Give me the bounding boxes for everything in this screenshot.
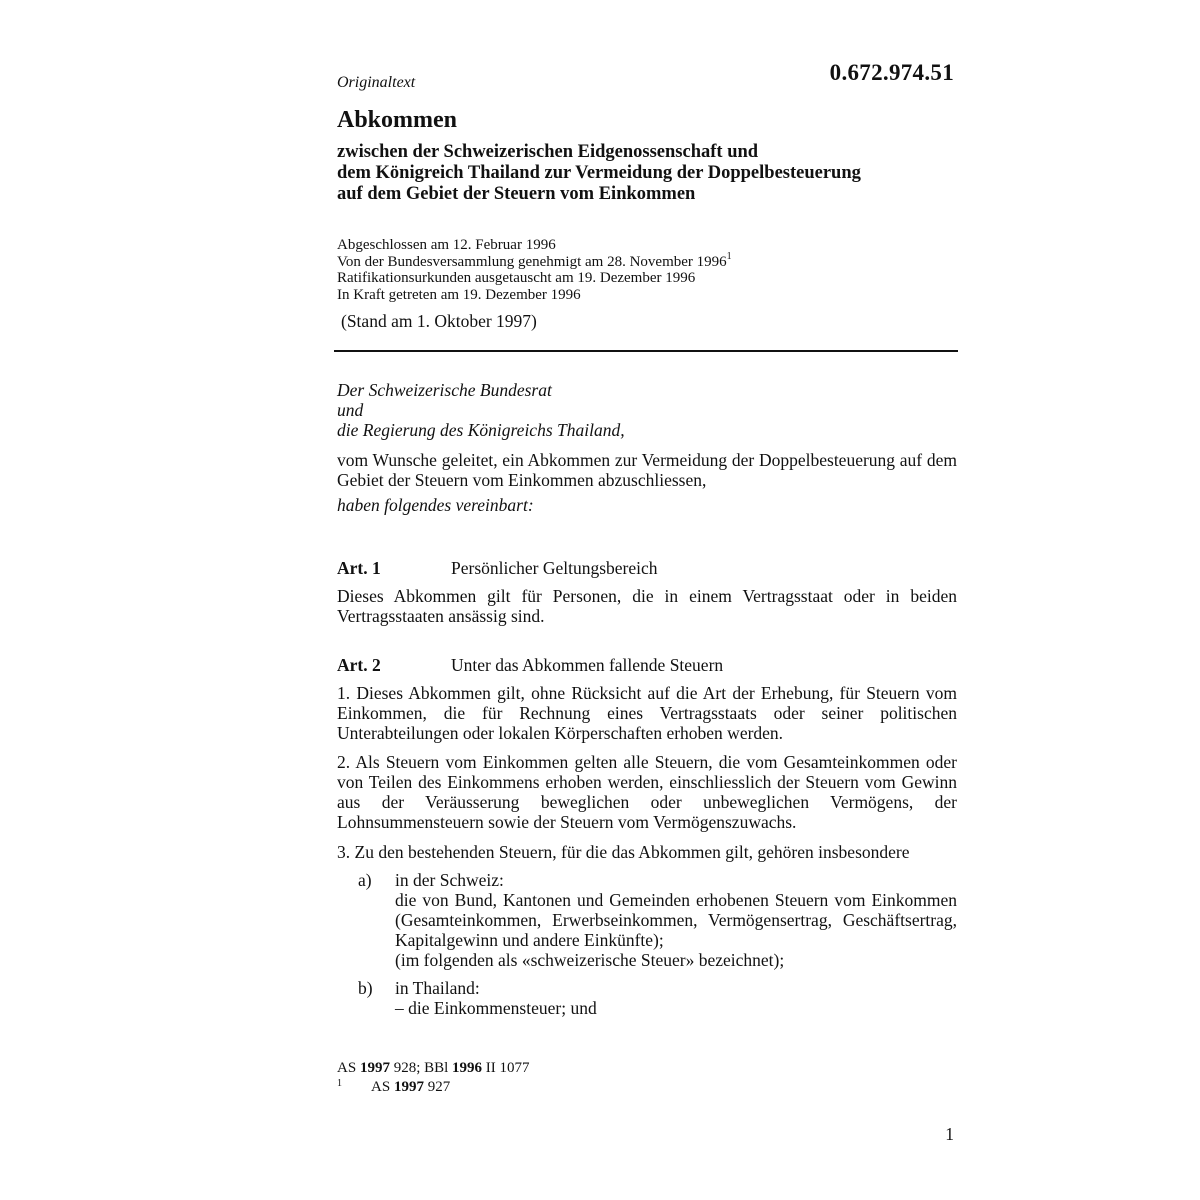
- preamble-agreed: haben folgendes vereinbart:: [337, 495, 534, 515]
- footnote-page: 927: [423, 1079, 451, 1095]
- article-paragraph: 3. Zu den bestehenden Steuern, für die das Abkommen gilt, gehören insbesondere: [337, 842, 910, 862]
- preamble-line: und: [337, 400, 364, 420]
- sr-number: 0.672.974.51: [829, 60, 954, 85]
- footnote: [337, 1078, 450, 1097]
- source-prefix: AS: [337, 1060, 360, 1076]
- list-label: b): [358, 978, 373, 998]
- footnote-year: 1997: [393, 1079, 424, 1095]
- list-item: [395, 870, 957, 970]
- list-item-title: in Thailand:: [395, 978, 480, 998]
- article-paragraph: Dieses Abkommen gilt für Personen, die in einem Vertragsstaat oder in beiden Vertragsstaaten ansässig sind.: [337, 586, 957, 626]
- footnote-prefix: AS: [371, 1079, 394, 1095]
- article-number: Art. 1: [337, 558, 381, 578]
- article-paragraph: 1. Dieses Abkommen gilt, ohne Rücksicht auf die Art der Erhebung, für Steuern vom Einkommen, die für Rechnung eines Vertragsstaats oder seiner politischen Unterabteilungen oder lokalen Körperschaften erhoben werden.: [337, 683, 957, 743]
- subtitle-line: auf dem Gebiet der Steuern vom Einkommen: [337, 184, 696, 204]
- source-year: 1997: [359, 1060, 390, 1076]
- approved-text: Von der Bundesversammlung genehmigt am 28. November 1996: [337, 253, 727, 270]
- footnote-ref[interactable]: 1: [726, 250, 732, 262]
- article-heading: Persönlicher Geltungsbereich: [451, 558, 658, 578]
- concluded-date: Abgeschlossen am 12. Februar 1996: [337, 237, 556, 253]
- source-page: 928; BBl: [389, 1060, 453, 1076]
- ratification-date: Ratifikationsurkunden ausgetauscht am 19. Dezember 1996: [337, 270, 696, 286]
- approved-date: [337, 250, 732, 271]
- source-bbl-year: 1996: [452, 1060, 483, 1076]
- source-note: [337, 1059, 530, 1078]
- list-item: [395, 978, 957, 1018]
- preamble-intro: vom Wunsche geleitet, ein Abkommen zur Vermeidung der Doppelbesteuerung auf dem Gebiet der Steuern vom Einkommen abzuschliessen,: [337, 450, 957, 490]
- article-paragraph: 2. Als Steuern vom Einkommen gelten alle Steuern, die vom Gesamteinkommen oder von Teilen des Einkommens erhoben werden, einschliesslich der Steuern vom Gewinn aus der Veräusserung beweglichen oder unbeweglichen Vermögens, der Lohnsummensteuern sowie der Steuern vom Vermögenszuwachs.: [337, 752, 957, 832]
- list-item-title: in der Schweiz:: [395, 870, 504, 890]
- footnote-marker: 1: [337, 1078, 342, 1089]
- footnote-text: [371, 1079, 450, 1095]
- page-number: 1: [945, 1124, 954, 1144]
- in-force-date: In Kraft getreten am 19. Dezember 1996: [337, 286, 581, 303]
- preamble-line: Der Schweizerische Bundesrat: [337, 380, 552, 400]
- list-item-text: die von Bund, Kantonen und Gemeinden erhobenen Steuern vom Einkommen (Gesamteinkommen, Erwerbseinkommen, Vermögensertrag, Geschäftsertrag, Kapitalgewinn und andere Einkünfte);: [395, 890, 957, 950]
- originaltext-label: Originaltext: [337, 74, 416, 91]
- list-label: a): [358, 870, 372, 890]
- subtitle-line: zwischen der Schweizerischen Eidgenossenschaft und: [337, 142, 759, 162]
- list-item-text: – die Einkommensteuer; und: [395, 998, 597, 1018]
- status-date: (Stand am 1. Oktober 1997): [341, 311, 537, 331]
- preamble-line: die Regierung des Königreichs Thailand,: [337, 420, 625, 440]
- preamble-parties: [337, 380, 625, 440]
- document-title: Abkommen: [337, 107, 458, 133]
- source-bbl-page: II 1077: [482, 1060, 530, 1076]
- list-item-note: (im folgenden als «schweizerische Steuer» bezeichnet);: [395, 950, 785, 970]
- document-metadata: [337, 237, 732, 303]
- header-divider: [334, 350, 958, 352]
- subtitle-line: dem Königreich Thailand zur Vermeidung der Doppelbesteuerung: [337, 163, 861, 183]
- article-heading: Unter das Abkommen fallende Steuern: [451, 655, 724, 675]
- document-subtitle: [337, 142, 977, 205]
- article-number: Art. 2: [337, 655, 381, 675]
